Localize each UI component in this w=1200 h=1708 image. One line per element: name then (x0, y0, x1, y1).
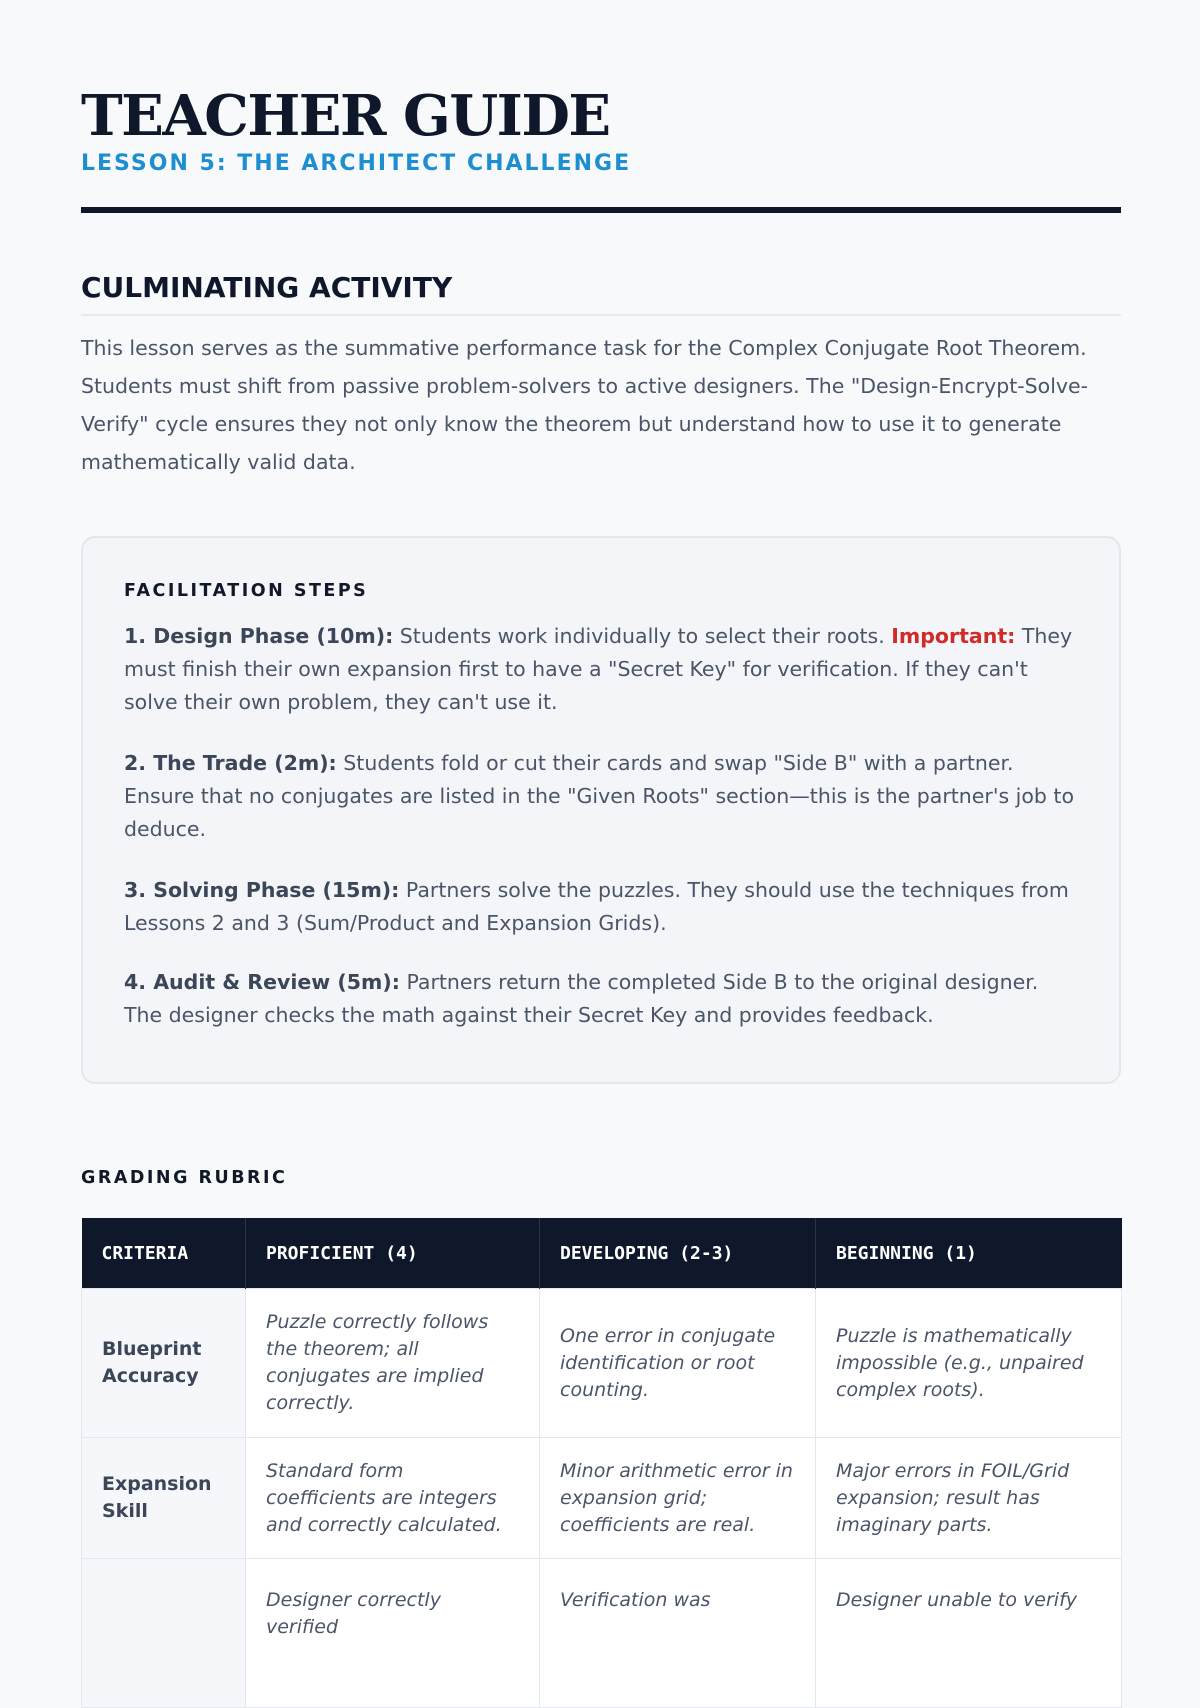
rubric-heading: GRADING RUBRIC (81, 1168, 288, 1188)
table-row (82, 1559, 1122, 1708)
table-row (82, 1438, 1122, 1559)
intro-paragraph: This lesson serves as the summative performance task for the Complex Conjugate Root Theorem. Students must shift from passive problem-solvers to active designers. The "Design-Encrypt-Solve-Verify" cycle ensures they not only know the theorem but understand how to use it to generate mathematically valid data. (81, 336, 1089, 474)
beginning-cell: Designer unable to verify (816, 1559, 1122, 1708)
important-warning: Important: (891, 624, 1016, 648)
section-heading: CULMINATING ACTIVITY (81, 271, 453, 304)
table-row (82, 1289, 1122, 1438)
step-text: Students fold or cut their cards and swap "Side B" with a partner. Ensure that no conjugates are listed in the "Given Roots" section—this is the partner's job to deduce. (124, 751, 1075, 841)
step-label: 4. Audit & Review (5m): (124, 970, 400, 994)
facilitation-card (81, 536, 1121, 1084)
step-text: Partners solve the puzzles. They should use the techniques from Lessons 2 and 3 (Sum/Product and Expansion Grids). (124, 878, 1069, 935)
step-text: Partners return the completed Side B to the original designer. The designer checks the math against their Secret Key and provides feedback. (124, 970, 1039, 1027)
criteria-cell (82, 1559, 246, 1708)
beginning-cell: Puzzle is mathematically impossible (e.g., unpaired complex roots). (816, 1289, 1122, 1438)
step-label: 3. Solving Phase (15m): (124, 878, 400, 902)
facilitation-step (124, 747, 1079, 846)
facilitation-heading: FACILITATION STEPS (124, 581, 369, 601)
table-header-row (82, 1218, 1122, 1289)
grading-rubric-table (81, 1218, 1122, 1708)
step-label: 2. The Trade (2m): (124, 751, 337, 775)
lesson-subtitle: LESSON 5: THE ARCHITECT CHALLENGE (81, 151, 632, 176)
step-text-continued: They must finish their own expansion first to have a "Secret Key" for verification. If they can't solve their own problem, they can't use it. (124, 624, 1073, 714)
column-header: BEGINNING (1) (816, 1218, 1122, 1289)
header-divider (81, 207, 1121, 213)
section-divider (81, 314, 1121, 316)
beginning-cell: Major errors in FOIL/Grid expansion; result has imaginary parts. (816, 1438, 1122, 1559)
criteria-cell: Blueprint Accuracy (82, 1289, 246, 1438)
developing-cell: One error in conjugate identification or root counting. (540, 1289, 816, 1438)
page-title: TEACHER GUIDE (81, 83, 610, 149)
developing-cell: Verification was (540, 1559, 816, 1708)
criteria-cell: Expansion Skill (82, 1438, 246, 1559)
step-text: Students work individually to select their roots. (393, 624, 892, 648)
facilitation-step (124, 620, 1079, 719)
proficient-cell: Puzzle correctly follows the theorem; all conjugates are implied correctly. (246, 1289, 540, 1438)
proficient-cell: Standard form coefficients are integers and correctly calculated. (246, 1438, 540, 1559)
column-header: CRITERIA (82, 1218, 246, 1289)
step-label: 1. Design Phase (10m): (124, 624, 394, 648)
developing-cell: Minor arithmetic error in expansion grid; coefficients are real. (540, 1438, 816, 1559)
facilitation-step (124, 966, 1079, 1032)
column-header: DEVELOPING (2-3) (540, 1218, 816, 1289)
column-header: PROFICIENT (4) (246, 1218, 540, 1289)
proficient-cell: Designer correctly verified (246, 1559, 540, 1708)
facilitation-step (124, 874, 1079, 940)
